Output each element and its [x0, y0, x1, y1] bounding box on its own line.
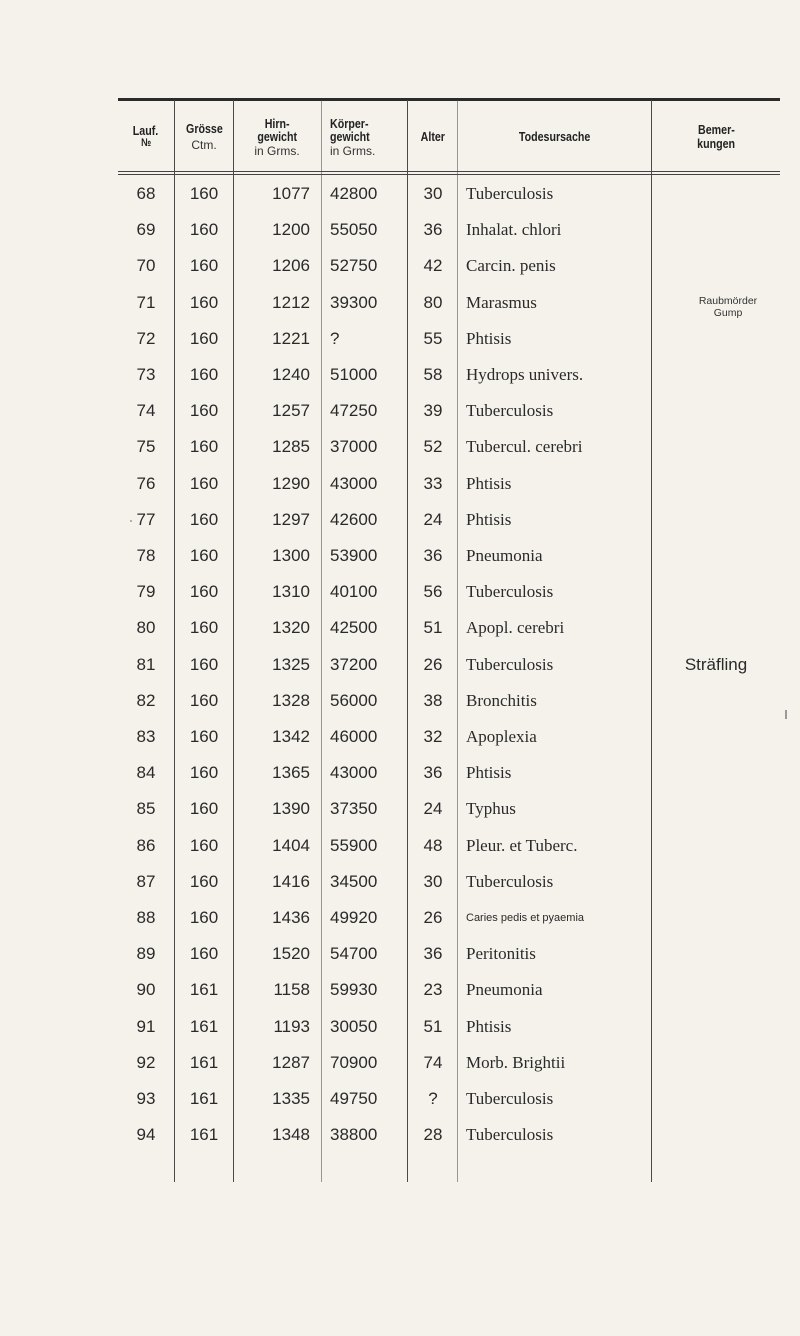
table-row	[0, 755, 800, 791]
header-hirn-unit: in Grms.	[254, 143, 300, 158]
cell-todesursache: Tuberculosis	[466, 184, 554, 203]
cell-alter: 48	[423, 835, 443, 855]
header-todesursache	[458, 104, 652, 170]
table-row	[0, 647, 800, 683]
cell-alter: 55	[423, 328, 443, 348]
cell-hirngewicht: 1342	[272, 727, 310, 746]
cell-alter: 24	[423, 799, 443, 819]
header-lauf-nr	[118, 104, 174, 170]
header-koerpergewicht	[322, 104, 406, 170]
cell-lauf-nr: 86	[136, 835, 156, 855]
table-top-rule	[118, 98, 780, 101]
cell-groesse: 160	[189, 184, 219, 203]
cell-todesursache: Carcin. penis	[466, 256, 556, 276]
cell-alter: 36	[423, 220, 443, 240]
header-groesse	[176, 104, 232, 170]
cell-koerpergewicht: 55900	[330, 835, 378, 855]
cell-koerpergewicht: 70900	[330, 1052, 378, 1072]
cell-alter: 36	[423, 546, 443, 565]
cell-koerpergewicht: 34500	[330, 871, 378, 891]
cell-alter: 52	[423, 437, 443, 457]
table-row	[0, 828, 800, 864]
cell-koerpergewicht: 40100	[330, 582, 378, 602]
cell-groesse: 160	[189, 690, 219, 710]
cell-koerpergewicht: 37000	[330, 437, 378, 457]
remark-row-72: Raubmörder Gump	[698, 295, 758, 319]
cell-todesursache: Pneumonia	[466, 546, 543, 565]
cell-groesse: 160	[189, 546, 219, 565]
table-row	[0, 212, 800, 248]
cell-todesursache: Inhalat. chlori	[466, 220, 562, 240]
header-koerper-line1: Körper-	[330, 115, 369, 131]
cell-hirngewicht: 1436	[272, 908, 310, 927]
table-row	[0, 248, 800, 284]
cell-hirngewicht: 1325	[272, 654, 310, 674]
cell-koerpergewicht: 49920	[330, 908, 378, 927]
header-groesse-unit: Ctm.	[191, 138, 217, 153]
header-hirngewicht	[234, 104, 320, 170]
cell-koerpergewicht: 42600	[330, 509, 378, 529]
cell-hirngewicht: 1416	[272, 871, 310, 891]
cell-alter: 56	[423, 582, 443, 602]
table-row	[0, 1009, 800, 1045]
cell-lauf-nr: 80	[136, 618, 156, 638]
cell-hirngewicht: 1365	[272, 763, 310, 783]
cell-alter: 36	[423, 763, 443, 783]
cell-groesse: 160	[189, 292, 219, 312]
cell-alter: ?	[428, 1089, 438, 1108]
cell-groesse: 160	[189, 763, 219, 783]
cell-hirngewicht: 1290	[272, 473, 310, 493]
table-row	[0, 321, 800, 357]
cell-groesse: 160	[189, 509, 219, 529]
cell-hirngewicht: 1240	[272, 365, 310, 384]
cell-hirngewicht: 1257	[272, 401, 310, 421]
cell-lauf-nr: 82	[136, 690, 156, 710]
cell-groesse: 160	[189, 799, 219, 819]
table-row	[0, 791, 800, 827]
table-row	[0, 1117, 800, 1153]
cell-alter: 36	[423, 944, 443, 964]
table-row	[0, 864, 800, 900]
cell-groesse: 160	[189, 871, 219, 891]
cell-alter: 51	[423, 1016, 443, 1036]
cell-groesse: 160	[189, 908, 219, 927]
table-row	[0, 1045, 800, 1081]
cell-todesursache: Bronchitis	[466, 690, 537, 710]
table-row	[0, 176, 800, 212]
cell-lauf-nr: 85	[136, 799, 156, 819]
cell-alter: 58	[423, 365, 443, 384]
cell-bemerkung: Sträfling	[684, 654, 748, 674]
cell-alter: 38	[423, 690, 443, 710]
cell-groesse: 160	[189, 365, 219, 384]
cell-alter: 30	[423, 871, 443, 891]
cell-hirngewicht: 1158	[273, 980, 310, 1000]
cell-koerpergewicht: 46000	[330, 727, 378, 746]
header-alter-label: Alter	[420, 129, 446, 145]
cell-todesursache: Tuberculosis	[466, 871, 554, 891]
cell-hirngewicht: 1520	[272, 944, 310, 964]
table-row	[0, 502, 800, 538]
cell-alter: 33	[423, 473, 443, 493]
header-groesse-line1: Grösse	[185, 121, 223, 137]
table-row	[0, 719, 800, 755]
cell-lauf-nr: 89	[136, 944, 156, 964]
cell-lauf-nr: 88	[136, 908, 156, 927]
cell-todesursache: Hydrops univers.	[466, 365, 584, 384]
header-hirn-line2: gewicht	[257, 129, 297, 145]
cell-koerpergewicht: 52750	[330, 256, 378, 276]
cell-lauf-nr: 79	[136, 582, 156, 602]
cell-koerpergewicht: 56000	[330, 690, 378, 710]
cell-koerpergewicht: 55050	[330, 220, 378, 240]
header-lauf-nr-line1: Lauf.	[133, 123, 159, 139]
cell-todesursache: Pneumonia	[466, 980, 543, 1000]
table-row	[0, 538, 800, 574]
cell-hirngewicht: 1300	[272, 546, 310, 565]
cell-todesursache: Marasmus	[466, 292, 537, 312]
cell-todesursache: Caries pedis et pyaemia	[466, 912, 585, 924]
cell-koerpergewicht: 37350	[330, 799, 378, 819]
cell-alter: 23	[423, 980, 443, 1000]
table-row	[0, 610, 800, 646]
cell-lauf-nr: 90	[136, 980, 156, 1000]
cell-lauf-nr: 81	[136, 654, 156, 674]
cell-todesursache: Tuberculosis	[466, 582, 554, 602]
cell-todesursache: Pleur. et Tuberc.	[466, 835, 578, 855]
cell-groesse: 160	[189, 944, 219, 964]
cell-alter: 24	[423, 509, 443, 529]
cell-todesursache: Phtisis	[466, 509, 512, 529]
cell-hirngewicht: 1285	[272, 437, 310, 457]
cell-alter: 51	[423, 618, 443, 638]
cell-koerpergewicht: 51000	[330, 365, 378, 384]
cell-lauf-nr: 78	[136, 546, 156, 565]
cell-todesursache: Tuberculosis	[466, 654, 554, 674]
cell-todesursache: Typhus	[466, 799, 516, 819]
cell-lauf-nr: 70	[136, 256, 156, 276]
cell-groesse: 160	[189, 473, 219, 493]
cell-koerpergewicht: 54700	[330, 944, 378, 964]
cell-lauf-nr: 68	[136, 184, 156, 203]
cell-lauf-nr: 72	[136, 328, 156, 348]
cell-hirngewicht: 1206	[272, 256, 310, 276]
cell-lauf-nr: 71	[136, 292, 156, 312]
cell-hirngewicht: 1297	[272, 509, 310, 529]
cell-koerpergewicht: 39300	[330, 292, 378, 312]
cell-groesse: 160	[189, 401, 219, 421]
cell-groesse: 160	[189, 727, 219, 746]
header-alter	[408, 104, 458, 170]
cell-groesse: 160	[189, 328, 219, 348]
paper-speck	[130, 520, 132, 522]
cell-hirngewicht: 1335	[272, 1089, 310, 1108]
cell-groesse: 160	[189, 618, 219, 638]
cell-todesursache: Tuberculosis	[466, 1125, 554, 1145]
table-row	[0, 429, 800, 465]
cell-alter: 39	[423, 401, 443, 421]
cell-lauf-nr: 73	[136, 365, 156, 384]
cell-todesursache: Tubercul. cerebri	[466, 437, 583, 457]
cell-koerpergewicht: 42500	[330, 618, 378, 638]
cell-todesursache: Phtisis	[466, 1016, 512, 1036]
cell-groesse: 160	[189, 437, 219, 457]
cell-lauf-nr: 84	[136, 763, 156, 783]
table-row	[0, 466, 800, 502]
header-bemerkungen	[652, 104, 780, 170]
cell-koerpergewicht: 53900	[330, 546, 378, 565]
table-row	[0, 936, 800, 972]
table-row	[0, 1081, 800, 1117]
header-bemerkungen-line2: kungen	[697, 136, 735, 151]
cell-lauf-nr: 92	[136, 1052, 156, 1072]
paper-mark	[785, 710, 787, 719]
table-row	[0, 972, 800, 1008]
cell-hirngewicht: 1348	[272, 1125, 310, 1145]
cell-todesursache: Tuberculosis	[466, 1089, 554, 1108]
cell-koerpergewicht: 38800	[330, 1125, 378, 1145]
header-hirn-line1: Hirn-	[264, 115, 290, 131]
table-row	[0, 393, 800, 429]
cell-todesursache: Apoplexia	[466, 727, 537, 746]
cell-hirngewicht: 1390	[272, 799, 310, 819]
header-bottom-rule	[118, 171, 780, 172]
cell-lauf-nr: 91	[136, 1016, 156, 1036]
cell-todesursache: Phtisis	[466, 763, 512, 783]
cell-groesse: 160	[189, 220, 219, 240]
cell-hirngewicht: 1193	[273, 1016, 310, 1036]
cell-alter: 74	[423, 1052, 443, 1072]
cell-alter: 30	[423, 184, 443, 203]
cell-lauf-nr: 83	[136, 727, 156, 746]
cell-hirngewicht: 1221	[272, 328, 310, 348]
cell-lauf-nr: 87	[136, 871, 156, 891]
cell-alter: 26	[423, 908, 443, 927]
cell-hirngewicht: 1287	[272, 1052, 310, 1072]
header-koerper-unit: in Grms.	[330, 143, 376, 158]
table-row	[0, 900, 800, 936]
cell-koerpergewicht: 42800	[330, 184, 378, 203]
cell-hirngewicht: 1328	[272, 690, 310, 710]
cell-lauf-nr: 69	[136, 220, 156, 240]
cell-groesse: 160	[189, 654, 219, 674]
cell-hirngewicht: 1212	[272, 292, 310, 312]
cell-todesursache: Phtisis	[466, 473, 512, 493]
cell-lauf-nr: 75	[136, 437, 156, 457]
cell-koerpergewicht: 43000	[330, 763, 378, 783]
cell-koerpergewicht: 49750	[330, 1089, 378, 1108]
cell-alter: 28	[423, 1125, 443, 1145]
cell-koerpergewicht: 30050	[330, 1016, 378, 1036]
cell-groesse: 161	[189, 1089, 219, 1108]
header-koerper-line2: gewicht	[330, 129, 370, 145]
header-bottom-rule-double	[118, 174, 780, 175]
cell-groesse: 161	[189, 980, 219, 1000]
cell-alter: 26	[423, 654, 443, 674]
cell-lauf-nr: 94	[136, 1125, 156, 1145]
table-row	[0, 357, 800, 393]
cell-groesse: 161	[189, 1052, 219, 1072]
cell-groesse: 160	[189, 835, 219, 855]
cell-todesursache: Tuberculosis	[466, 401, 554, 421]
cell-todesursache: Peritonitis	[466, 944, 536, 964]
cell-hirngewicht: 1310	[272, 582, 310, 602]
cell-groesse: 161	[189, 1125, 219, 1145]
cell-koerpergewicht: 47250	[330, 401, 378, 421]
cell-hirngewicht: 1404	[272, 835, 310, 855]
cell-lauf-nr: 93	[136, 1089, 156, 1108]
cell-todesursache: Phtisis	[466, 328, 512, 348]
cell-todesursache: Apopl. cerebri	[466, 618, 565, 638]
table-row	[0, 683, 800, 719]
cell-groesse: 160	[189, 582, 219, 602]
cell-koerpergewicht: 37200	[330, 654, 378, 674]
cell-alter: 80	[423, 292, 443, 312]
header-bemerkungen-line1: Bemer-	[697, 122, 735, 138]
cell-hirngewicht: 1320	[272, 618, 310, 638]
cell-koerpergewicht: 43000	[330, 473, 378, 493]
cell-alter: 32	[423, 727, 443, 746]
cell-groesse: 160	[189, 256, 219, 276]
cell-groesse: 161	[189, 1016, 219, 1036]
cell-hirngewicht: 1200	[272, 220, 310, 240]
header-lauf-nr-line2: №	[140, 137, 152, 150]
cell-alter: 42	[423, 256, 443, 276]
cell-hirngewicht: 1077	[272, 184, 310, 203]
cell-todesursache: Morb. Brightii	[466, 1052, 566, 1072]
cell-koerpergewicht: ?	[330, 328, 340, 348]
cell-koerpergewicht: 59930	[330, 980, 378, 1000]
cell-lauf-nr: 77	[136, 509, 156, 529]
cell-lauf-nr: 74	[136, 401, 156, 421]
header-todesursache-label: Todesursache	[519, 129, 591, 145]
table-row	[0, 574, 800, 610]
cell-lauf-nr: 76	[136, 473, 156, 493]
